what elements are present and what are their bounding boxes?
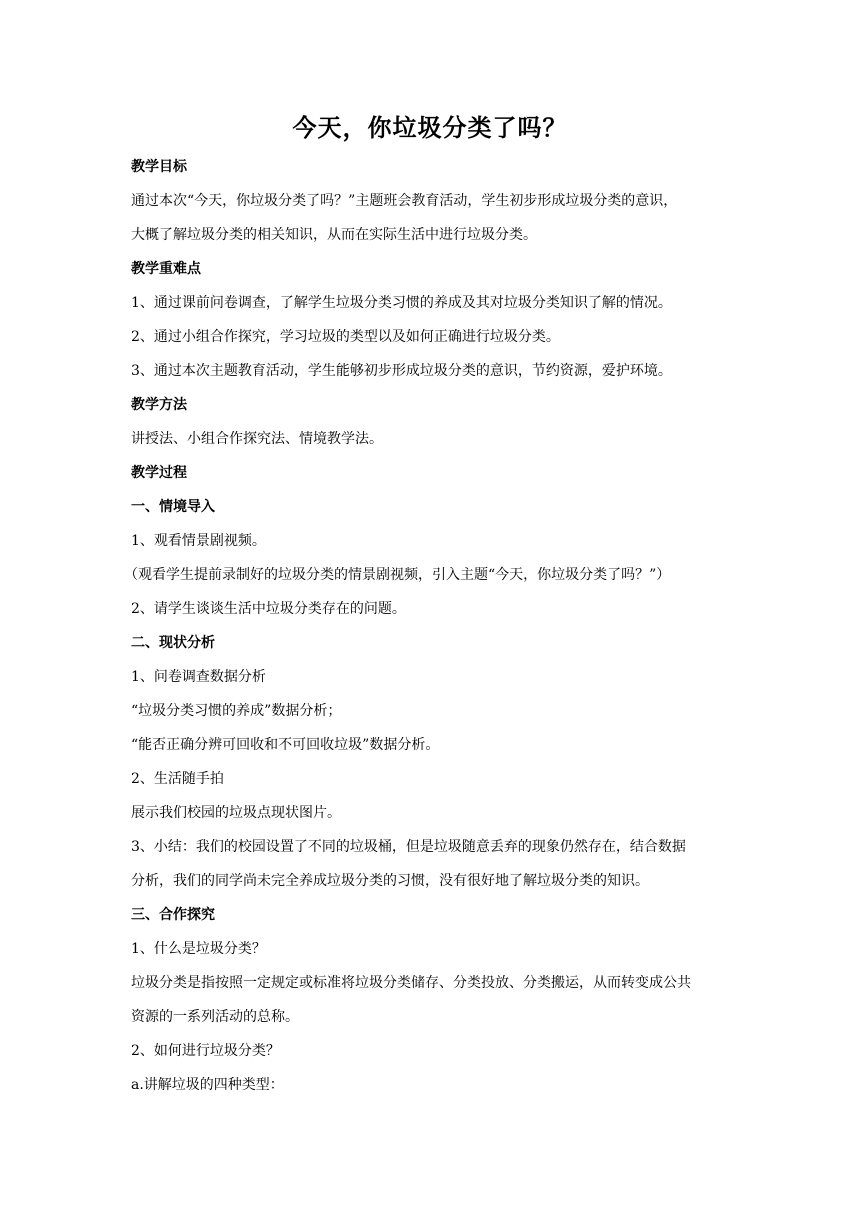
paragraph-line: 大概了解垃圾分类的相关知识，从而在实际生活中进行垃圾分类。 xyxy=(131,227,537,243)
list-item: 3、小结：我们的校园设置了不同的垃圾桶，但是垃圾随意丢弃的现象仍然存在，结合数据 xyxy=(131,839,686,855)
subsection-heading-analysis: 二、现状分析 xyxy=(131,635,215,651)
section-heading-key-points: 教学重难点 xyxy=(131,261,201,277)
document-title: 今天，你垃圾分类了吗？ xyxy=(292,114,568,142)
paragraph-line: （观看学生提前录制好的垃圾分类的情景剧视频，引入主题“今天，你垃圾分类了吗？”） xyxy=(124,567,671,583)
list-item: 2、生活随手拍 xyxy=(131,771,224,787)
paragraph-line: 资源的一系列活动的总称。 xyxy=(131,1009,299,1025)
subsection-heading-introduction: 一、情境导入 xyxy=(131,499,215,515)
paragraph-line: 讲授法、小组合作探究法、情境教学法。 xyxy=(131,431,383,447)
list-item: 1、通过课前问卷调查，了解学生垃圾分类习惯的养成及其对垃圾分类知识了解的情况。 xyxy=(131,295,672,311)
list-item: 2、请学生谈谈生活中垃圾分类存在的问题。 xyxy=(131,601,406,617)
paragraph-line: 垃圾分类是指按照一定规定或标准将垃圾分类储存、分类投放、分类搬运，从而转变成公共 xyxy=(131,975,691,991)
paragraph-line: “垃圾分类习惯的养成”数据分析； xyxy=(131,703,342,719)
paragraph-line: 展示我们校园的垃圾点现状图片。 xyxy=(131,805,341,821)
section-heading-process: 教学过程 xyxy=(131,465,187,481)
paragraph-line: “能否正确分辨可回收和不可回收垃圾”数据分析。 xyxy=(131,737,440,753)
subsection-heading-exploration: 三、合作探究 xyxy=(131,907,215,923)
list-item: 2、通过小组合作探究，学习垃圾的类型以及如何正确进行垃圾分类。 xyxy=(131,329,560,345)
paragraph-line: 分析，我们的同学尚未完全养成垃圾分类的习惯，没有很好地了解垃圾分类的知识。 xyxy=(131,873,649,889)
paragraph-line: 通过本次“今天，你垃圾分类了吗？”主题班会教育活动，学生初步形成垃圾分类的意识， xyxy=(131,193,678,209)
list-item: 2、如何进行垃圾分类？ xyxy=(131,1043,280,1059)
list-item: 1、问卷调查数据分析 xyxy=(131,669,266,685)
section-heading-methods: 教学方法 xyxy=(131,397,187,413)
section-heading-objectives: 教学目标 xyxy=(131,159,187,175)
list-item: 1、什么是垃圾分类？ xyxy=(131,941,266,957)
list-item: 1、观看情景剧视频。 xyxy=(131,533,266,549)
list-item: 3、通过本次主题教育活动，学生能够初步形成垃圾分类的意识，节约资源，爱护环境。 xyxy=(131,363,672,379)
list-item: a.讲解垃圾的四种类型： xyxy=(131,1077,284,1093)
